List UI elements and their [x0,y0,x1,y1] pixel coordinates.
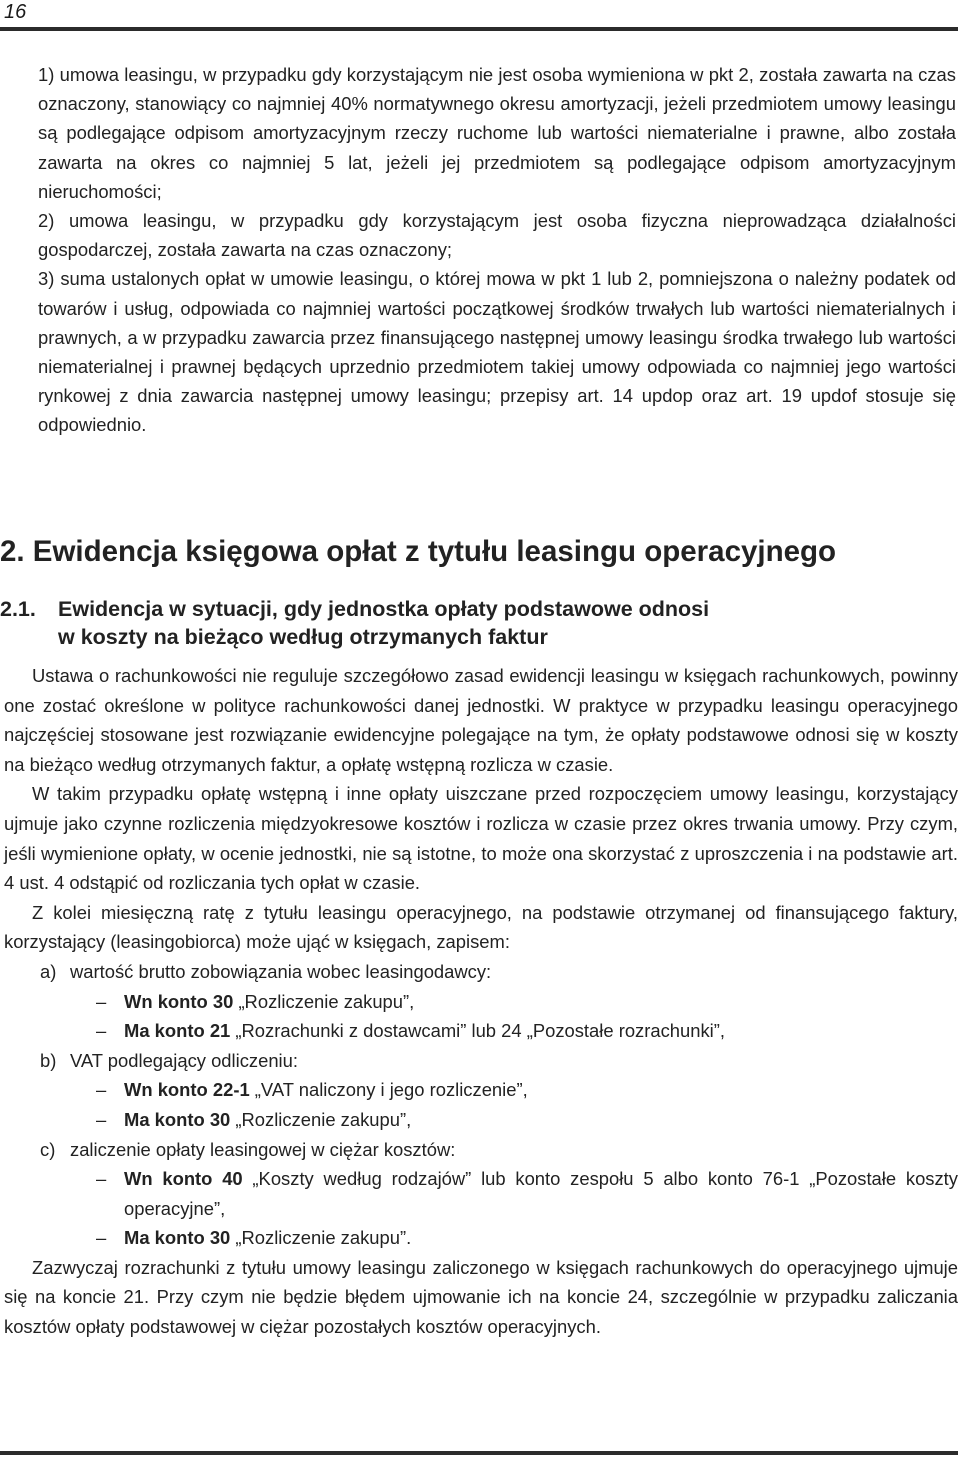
list-item [38,264,956,439]
account-name: „Rozliczenie zakupu”, [233,990,415,1012]
list-item-label: 2) [38,210,55,232]
account-code: Wn konto 40 [124,1168,243,1190]
entry-group-a [4,957,958,987]
booking-entry [4,1105,958,1135]
account-name: „VAT naliczony i jego rozliczenie”, [249,1079,528,1101]
subsection-title-line1: Ewidencja w sytuacji, gdy jednostka opłaty podstawowe odnosi [58,597,710,621]
list-item [38,60,956,206]
booking-entry [4,1016,958,1046]
page-number: 16 [4,1,27,23]
dash-bullet: – [96,1168,107,1190]
dash-bullet: – [96,1227,107,1249]
account-code: Ma konto 30 [124,1108,231,1130]
list-item-label: 1) [38,64,55,85]
list-item-text: umowa leasingu, w przypadku gdy korzystającym nie jest osoba wymieniona w pkt 2, została zawarta na czas oznaczony, stanowiący co najmniej 40% normatywnego okresu amortyzacji, jeżeli przedmiotem umowy leasingu są podlegające odpisom amortyzacyjnym rzeczy ruchome lub wartości niematerialne i prawne, albo została zawarta na okres co najmniej 5 lat, jeżeli jej przedmiotem są podlegające odpisom amortyzacyjnym nieruchomości; [38,64,956,202]
list-item-text: suma ustalonych opłat w umowie leasingu, o której mowa w pkt 1 lub 2, pomniejszona o należny podatek od towarów i usług, odpowiada co najmniej wartości początkowej środków trwałych lub wartości niematerialnych i prawnych, a w przypadku zawarcia przez finansującego następnej umowy leasingu środka trwałego lub wartości niematerialnej i prawnej będących uprzednio przedmiotem takiej umowy odpowiada co najmniej jego wartości rynkowej z dnia zawarcia następnej umowy leasingu; przepisy art. 14 updop oraz art. 19 updof stosuje się odpowiednio. [38,268,956,436]
account-code: Wn konto 22-1 [124,1079,250,1101]
closing-paragraph: Zazwyczaj rozrachunki z tytułu umowy leasingu zaliczonego w księgach rachunkowych do operacyjnego ujmuje się na koncie 21. Przy czym nie będzie błędem ujmowanie ich na koncie 24, szczególnie w przypadku zaliczania kosztów opłaty podstawowej w ciężar pozostałych kosztów operacyjnych. [4,1256,958,1338]
account-name: „Rozliczenie zakupu”. [230,1227,412,1249]
entry-group-b [4,1046,958,1076]
list-item-text: umowa leasingu, w przypadku gdy korzystającym jest osoba fizyczna nieprowadząca działalności gospodarczej, została zawarta na czas oznaczony; [38,210,956,261]
bottom-rule [0,1451,958,1455]
list-item-label: 3) [38,268,55,290]
paragraph: W takim przypadku opłatę wstępną i inne opłaty uiszczane przed rozpoczęciem umowy leasingu, korzystający ujmuje jako czynne rozliczenia międzyokresowe kosztów i rozlicza w czasie przez okres trwania umowy. Przy czym, jeśli wymienione opłaty, w ocenie jednostki, nie są istotne, to może ona skorzystać z uproszczenia i na podstawie art. 4 ust. 4 odstąpić od rozliczania tych opłat w czasie. [4,783,958,894]
subsection-heading [0,595,958,651]
subsection-number: 2.1. [0,597,36,621]
entry-label: b) [40,1049,57,1071]
entry-description: zaliczenie opłaty leasingowej w ciężar kosztów: [70,1138,456,1160]
subsection-title-line2: w koszty na bieżąco według otrzymanych faktur [58,625,548,649]
paragraph: Z kolei miesięczną ratę z tytułu leasingu operacyjnego, na podstawie otrzymanej od finansującego faktury, korzystający (leasingobiorca) może ująć w księgach, zapisem: [4,901,958,953]
dash-bullet: – [96,1020,107,1042]
section-heading: 2. Ewidencja księgowa opłat z tytułu leasingu operacyjnego [0,535,837,568]
account-code: Ma konto 21 [124,1020,231,1042]
booking-entry [4,1223,958,1253]
paragraph: Ustawa o rachunkowości nie reguluje szczegółowo zasad ewidencji leasingu w księgach rachunkowych, powinny one zostać określone w polityce rachunkowości danej jednostki. W praktyce w przypadku leasingu operacyjnego najczęściej stosowane jest rozwiązanie ewidencyjne polegające na tym, że opłaty podstawowe odnosi się w koszty na bieżąco według otrzymanych faktur, a opłatę wstępną rozlicza w czasie. [4,665,958,775]
body-text [4,661,958,1342]
account-name: „Rozliczenie zakupu”, [230,1108,412,1130]
entry-label: a) [40,960,57,982]
top-rule [0,27,958,31]
entry-description: VAT podlegający odliczeniu: [70,1049,298,1071]
entry-label: c) [40,1138,56,1160]
account-code: Ma konto 30 [124,1227,231,1249]
dash-bullet: – [96,990,107,1012]
dash-bullet: – [96,1108,107,1130]
booking-entry [4,1164,958,1223]
booking-entry [4,1075,958,1105]
entry-description: wartość brutto zobowiązania wobec leasingodawcy: [70,960,492,982]
booking-entry [4,987,958,1017]
conditions-list [38,60,956,440]
list-item [38,206,956,264]
dash-bullet: – [96,1079,107,1101]
entry-group-c [4,1135,958,1165]
account-name: „Rozrachunki z dostawcami” lub 24 „Pozostałe rozrachunki”, [230,1020,725,1042]
account-name: „Koszty według rodzajów” lub konto zespołu 5 albo konto 76-1 „Pozostałe koszty operacyjne”, [124,1168,958,1219]
account-code: Wn konto 30 [124,990,234,1012]
